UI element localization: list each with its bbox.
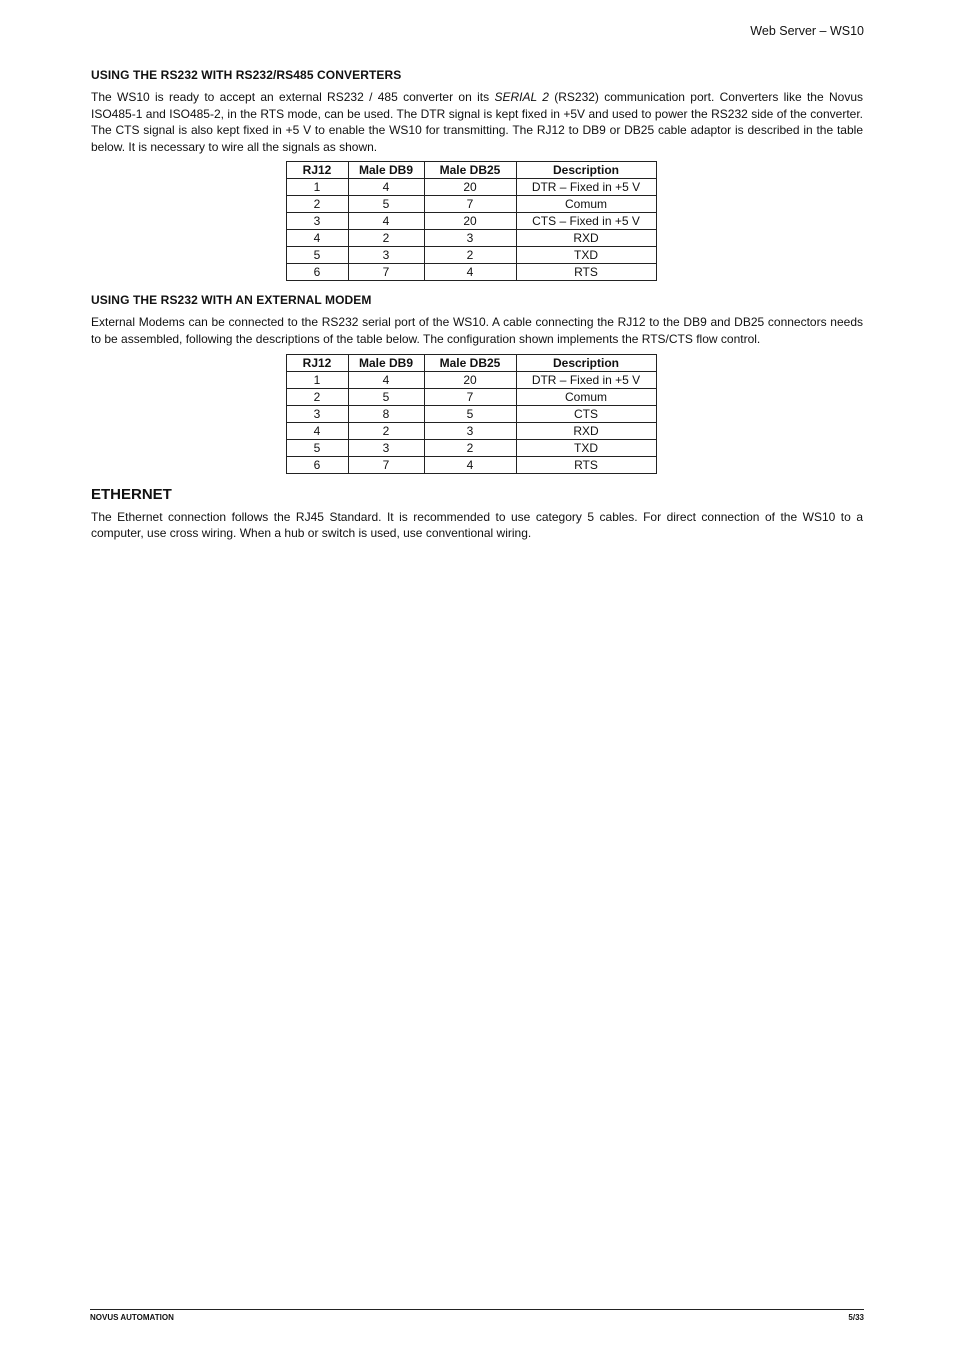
- table-cell: DTR – Fixed in +5 V: [516, 371, 656, 388]
- table-cell: 7: [424, 388, 516, 405]
- table-row: [286, 456, 656, 473]
- table-cell: 20: [424, 213, 516, 230]
- table-cell: CTS – Fixed in +5 V: [516, 213, 656, 230]
- table-row: [286, 422, 656, 439]
- column-header: RJ12: [286, 162, 348, 179]
- table-row: [286, 196, 656, 213]
- table-cell: 4: [348, 179, 424, 196]
- page-content: [91, 68, 863, 542]
- table-row: [286, 247, 656, 264]
- section-heading-converters: USING THE RS232 WITH RS232/RS485 CONVERTERS: [91, 68, 402, 82]
- table-cell: 3: [348, 439, 424, 456]
- table-cell: 3: [424, 230, 516, 247]
- section-heading-modem: USING THE RS232 WITH AN EXTERNAL MODEM: [91, 293, 372, 308]
- section-heading-ethernet: ETHERNET: [91, 485, 172, 503]
- column-header: Male DB25: [424, 162, 516, 179]
- table-cell: RXD: [516, 422, 656, 439]
- serial-port-name: SERIAL 2: [494, 90, 549, 104]
- table-cell: 7: [348, 456, 424, 473]
- table-cell: 2: [286, 388, 348, 405]
- table-cell: RXD: [516, 230, 656, 247]
- table-cell: 20: [424, 371, 516, 388]
- table-cell: 2: [424, 439, 516, 456]
- table-cell: 7: [348, 264, 424, 281]
- table-row: [286, 439, 656, 456]
- table-cell: TXD: [516, 439, 656, 456]
- table-cell: 8: [348, 405, 424, 422]
- table-cell: 6: [286, 456, 348, 473]
- column-header: Male DB9: [348, 354, 424, 371]
- table-cell: 5: [286, 439, 348, 456]
- table-cell: 2: [348, 230, 424, 247]
- table-cell: 2: [424, 247, 516, 264]
- paragraph-text: The WS10 is ready to accept an external RS232 / 485 converter on its: [91, 90, 495, 104]
- ethernet-paragraph: The Ethernet connection follows the RJ45 Standard. It is recommended to use category 5 cables. For direct connection of the WS10 to a computer, use cross wiring. When a hub or switch is used, use conventional wiring.: [91, 509, 863, 541]
- modem-paragraph: External Modems can be connected to the RS232 serial port of the WS10. A cable connecting the RJ12 to the DB9 and DB25 connectors needs to be assembled, following the descriptions of the table below. The configuration shown implements the RTS/CTS flow control.: [91, 315, 863, 346]
- table-header-row: [286, 354, 656, 371]
- table-cell: 1: [286, 179, 348, 196]
- column-header: Male DB25: [424, 354, 516, 371]
- table-cell: DTR – Fixed in +5 V: [516, 179, 656, 196]
- table-cell: TXD: [516, 247, 656, 264]
- table-cell: 4: [286, 230, 348, 247]
- paragraph-text: (RS232) communication port. Converters like the Novus ISO485-1 and ISO485-2, in the RTS mode, can be used. The DTR signal is kept fixed in +5V and used to power the RS232 side of the converter. The CTS signal is also kept fixed in +5 V to enable the WS10 for transmitting. The RJ12 to DB9 or DB25 cable adaptor is described in the table below. It is necessary to wire all the signals as shown.: [91, 90, 863, 154]
- table-cell: 20: [424, 179, 516, 196]
- table-cell: RTS: [516, 456, 656, 473]
- table-row: [286, 388, 656, 405]
- converter-pinout-table: [286, 161, 657, 281]
- table-cell: 4: [348, 213, 424, 230]
- footer-page-number: 5/33: [848, 1313, 864, 1322]
- table-cell: 3: [286, 213, 348, 230]
- table-row: [286, 213, 656, 230]
- converters-paragraph: [91, 89, 863, 155]
- column-header: Description: [516, 162, 656, 179]
- table-row: [286, 371, 656, 388]
- table-header-row: [286, 162, 656, 179]
- table-cell: 5: [348, 388, 424, 405]
- table-cell: 1: [286, 371, 348, 388]
- table-row: [286, 179, 656, 196]
- column-header: Description: [516, 354, 656, 371]
- table-row: [286, 230, 656, 247]
- table-cell: 5: [286, 247, 348, 264]
- footer-divider: [90, 1309, 864, 1310]
- page-header-title: Web Server – WS10: [750, 24, 864, 38]
- table-cell: 5: [348, 196, 424, 213]
- table-row: [286, 405, 656, 422]
- column-header: Male DB9: [348, 162, 424, 179]
- table-cell: 3: [348, 247, 424, 264]
- table-cell: CTS: [516, 405, 656, 422]
- footer-company: NOVUS AUTOMATION: [90, 1313, 174, 1322]
- column-header: RJ12: [286, 354, 348, 371]
- table-cell: 3: [424, 422, 516, 439]
- table-cell: 4: [286, 422, 348, 439]
- table-row: [286, 264, 656, 281]
- table-cell: 4: [424, 456, 516, 473]
- table-cell: Comum: [516, 196, 656, 213]
- table-cell: 2: [286, 196, 348, 213]
- table-cell: 6: [286, 264, 348, 281]
- table-cell: 4: [424, 264, 516, 281]
- table-cell: Comum: [516, 388, 656, 405]
- table-cell: 3: [286, 405, 348, 422]
- modem-pinout-table: [286, 354, 657, 474]
- table-cell: 7: [424, 196, 516, 213]
- table-cell: RTS: [516, 264, 656, 281]
- table-cell: 5: [424, 405, 516, 422]
- table-cell: 4: [348, 371, 424, 388]
- table-cell: 2: [348, 422, 424, 439]
